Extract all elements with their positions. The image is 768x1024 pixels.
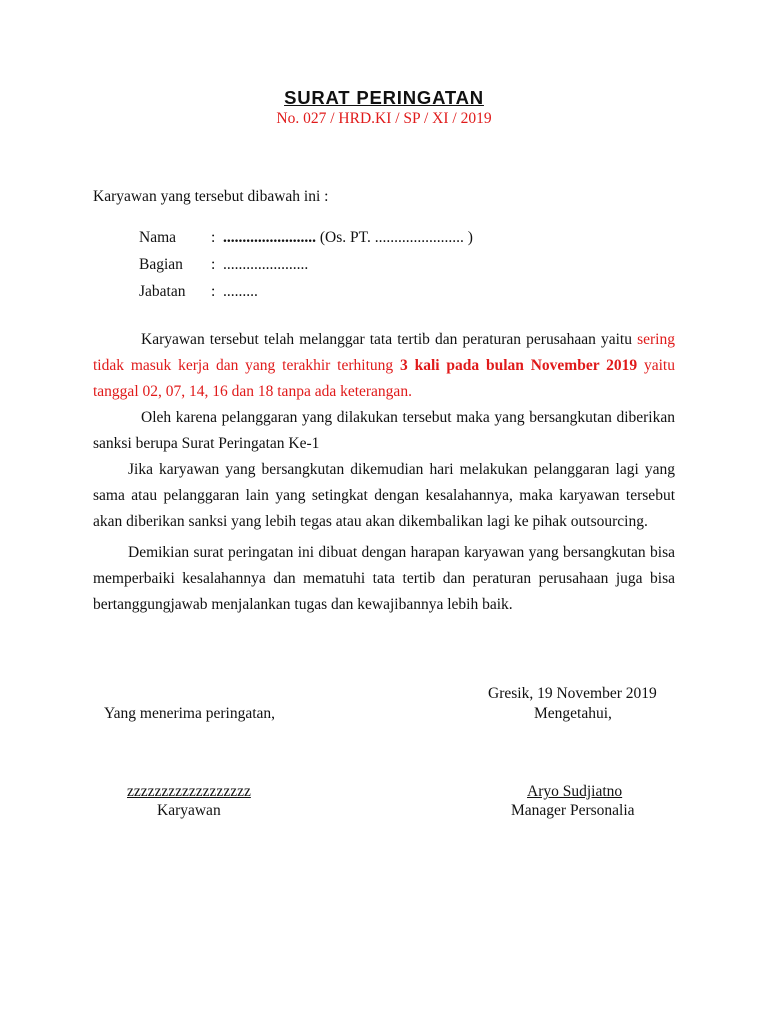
paragraph-warning: Jika karyawan yang bersangkutan dikemudian hari melakukan pelanggaran lagi yang sama atau pelanggaran lain yang setingkat dengan kesalahannya, maka karyawan tersebut akan diberikan sanksi yang lebih tegas atau akan dikembalikan lagi ke pihak outsourcing. bbox=[93, 461, 675, 530]
manager-role: Manager Personalia bbox=[511, 802, 635, 819]
document-title: SURAT PERINGATAN bbox=[284, 87, 484, 108]
nama-value bbox=[223, 229, 473, 247]
paragraph-closing: Demikian surat peringatan ini dibuat dengan harapan karyawan yang bersangkutan bisa memperbaiki kesalahannya dan mematuhi tata tertib dan peraturan perusahaan juga bisa bertanggungjawab menjalankan tugas dan kewajibannya lebih baik. bbox=[93, 544, 675, 613]
nama-outsourcing: (Os. PT. ....................... ) bbox=[319, 229, 473, 246]
violation-count: 3 kali pada bulan November 2019 bbox=[399, 357, 638, 374]
bagian-label: Bagian bbox=[139, 256, 183, 273]
nama-dots: ........................ bbox=[223, 229, 316, 246]
violation-detail: sering tidak masuk kerja dan yang terakhir terhitung bbox=[93, 331, 675, 374]
employee-role: Karyawan bbox=[157, 802, 221, 819]
jabatan-value: ......... bbox=[223, 283, 258, 300]
paragraph-violation bbox=[93, 327, 675, 405]
manager-signature-name: Aryo Sudjiatno bbox=[527, 783, 623, 800]
employee-signature-name: zzzzzzzzzzzzzzzzzz bbox=[127, 783, 251, 800]
violation-dates: yaitu tanggal 02, 07, 14, 16 dan 18 tanpa ada keterangan. bbox=[93, 357, 675, 400]
jabatan-colon: : bbox=[211, 283, 216, 300]
letter-number: No. 027 / HRD.KI / SP / XI / 2019 bbox=[276, 110, 492, 127]
approver-heading: Mengetahui, bbox=[534, 705, 612, 722]
jabatan-label: Jabatan bbox=[139, 283, 186, 300]
nama-label: Nama bbox=[139, 229, 177, 246]
place-date: Gresik, 19 November 2019 bbox=[488, 685, 657, 702]
paragraph-sanction: Oleh karena pelanggaran yang dilakukan tersebut maka yang bersangkutan diberikan sanksi berupa Surat Peringatan Ke-1 bbox=[93, 409, 675, 452]
intro-text: Karyawan yang tersebut dibawah ini : bbox=[93, 188, 329, 205]
nama-colon: : bbox=[211, 229, 216, 246]
bagian-colon: : bbox=[211, 256, 216, 273]
bagian-value: ...................... bbox=[223, 256, 309, 273]
violation-text: Karyawan tersebut telah melanggar tata tertib dan peraturan perusahaan yaitu bbox=[141, 331, 638, 348]
recipient-heading: Yang menerima peringatan, bbox=[104, 705, 276, 722]
